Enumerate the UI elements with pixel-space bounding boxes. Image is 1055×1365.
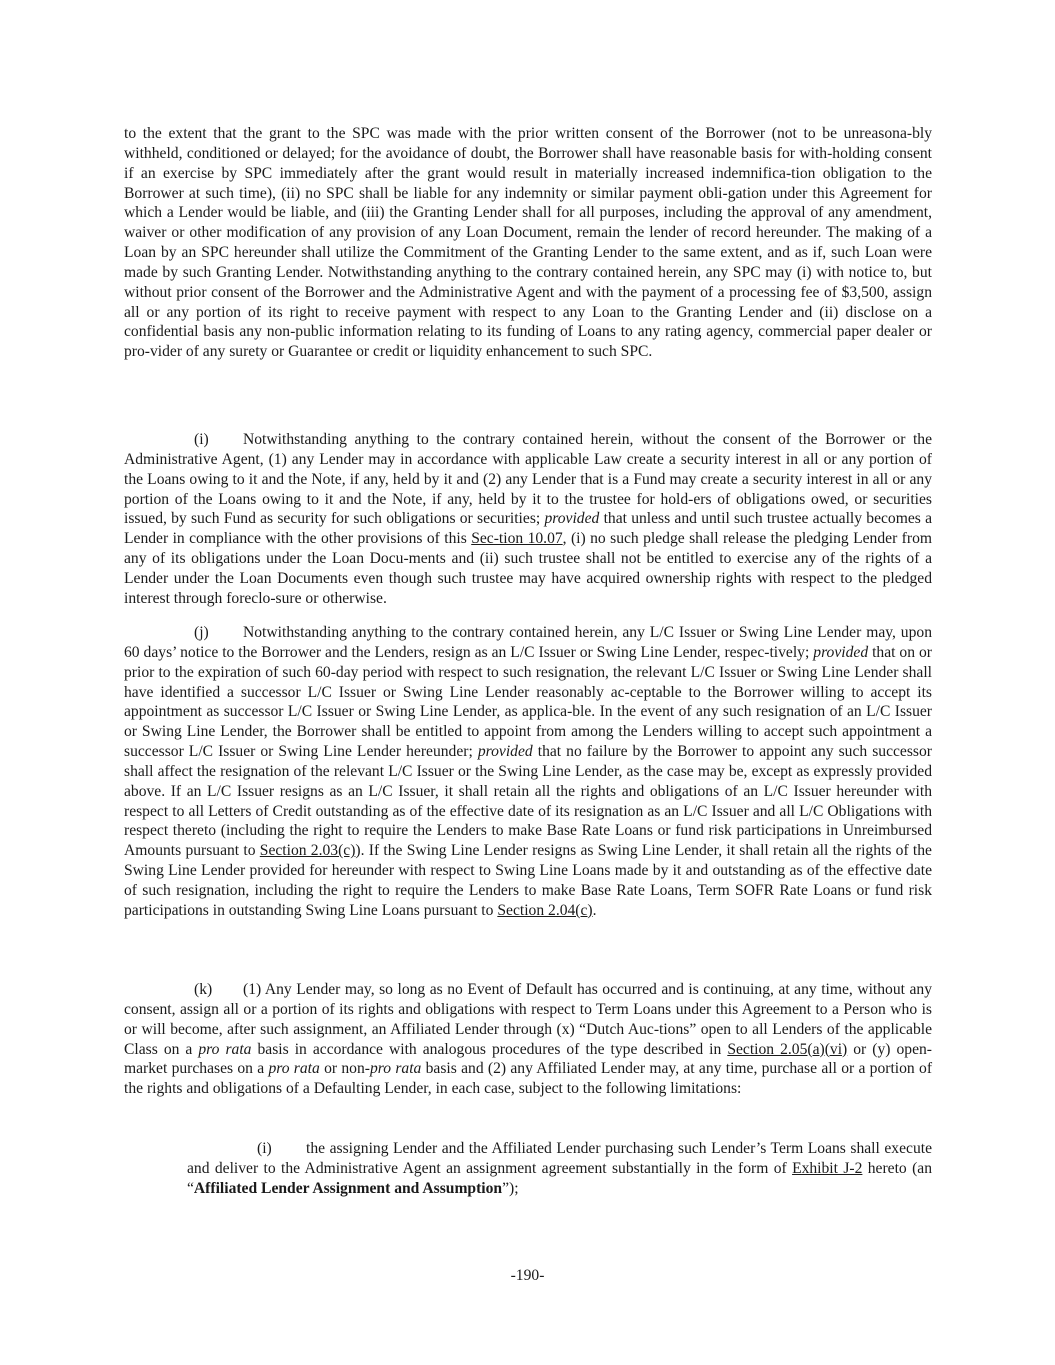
section-reference: Section 2.03(c) [259, 842, 356, 860]
italic-term: provided [813, 643, 869, 661]
paragraph-text: ”); [502, 1179, 519, 1197]
paragraph-label: (k) [194, 981, 213, 998]
italic-term: pro rata [198, 1040, 252, 1058]
paragraph-text: that unless and until such trustee actually becomes a Lender in compliance with the other provisions of this [124, 510, 932, 548]
paragraph-k [124, 980, 932, 1099]
section-reference: Sec-tion 10.07 [471, 530, 563, 548]
section-reference: Section 2.05(a)(vi) [727, 1040, 848, 1058]
section-reference: Section 2.04(c) [497, 901, 593, 919]
paragraph-continued [124, 124, 932, 362]
paragraph-text: the assigning Lender and the Affiliated Lender purchasing such Lender’s Term Loans shall execute and deliver to the Administrative Agent an assignment agreement substantially in the form of [187, 1140, 932, 1177]
italic-term: provided [544, 510, 600, 528]
paragraph-label: (i) [257, 1140, 272, 1157]
paragraph-text: basis and (2) any Affiliated Lender may, at any time, purchase all or a portion of the rights and obligations of a Defaulting Lender, in each case, subject to the following limitations: [124, 1060, 933, 1098]
subparagraph-k-i [187, 1139, 932, 1199]
paragraph-text: that on or prior to the expiration of such 60-day period with respect to such resignation, the relevant L/C Issuer or Swing Line Lender shall have identified a successor L/C Issuer or Swing Line Lender reasonably ac-ceptable to the Borrower willing to accept its appointment as successor L/C Issuer or Swing Line Lender, as applica-ble. In the event of any such resignation of an L/C Issuer or Swing Line Lender, the Borrower shall be entitled to appoint from among the Lenders willing to accept such appointment a successor L/C Issuer or Swing Line Lender hereunder; [124, 643, 932, 761]
paragraph-text: or (y) open-market purchases on a [124, 1040, 932, 1078]
italic-term: pro rata [369, 1060, 422, 1078]
paragraph-text: . [592, 901, 597, 919]
paragraph-i [124, 430, 932, 609]
paragraph-text: (1) Any Lender may, so long as no Event of Default has occurred and is continuing, at any time, without any consent, assign all or a portion of its rights and obligations with respect to Term Loans under this Agreement to a Person who is or will become, after such assignment, an Affiliated Lender through (x) “Dutch Auc-tions” open to all Lenders of the applicable Class on a [124, 981, 932, 1058]
paragraph-j [124, 623, 932, 921]
paragraph-label: (i) [194, 431, 209, 448]
paragraph-text: Notwithstanding anything to the contrary contained herein, any L/C Issuer or Swing Line Lender may, upon 60 days’ notice to the Borrower and the Lenders, resign as an L/C Issuer or Swing Line Lender, respec-tively; [124, 624, 932, 661]
paragraph-text: or non- [319, 1060, 370, 1078]
exhibit-reference: Exhibit J-2 [792, 1159, 863, 1177]
paragraph-text: ). If the Swing Line Lender resigns as Swing Line Lender, it shall retain all the rights of the Swing Line Lender provided for hereunder with respect to Swing Line Loans made by it and outstanding as of the effective date of such resignation, including the right to require the Lenders to make Base Rate Loans, Term SOFR Rate Loans or fund risk participations in outstanding Swing Line Loans pursuant to [124, 842, 932, 919]
paragraph-text: basis in accordance with analogous procedures of the type described in [251, 1040, 728, 1058]
paragraph-text: , (i) no such pledge shall release the pledging Lender from any of its obligations under the Loan Docu-ments and (ii) such trustee shall not be entitled to exercise any of the rights of a Lender under the Loan Documents even though such trustee may have acquired ownership rights with respect to the pledged interest through foreclo-sure or otherwise. [124, 530, 932, 607]
paragraph-label: (j) [194, 624, 209, 641]
paragraph-text: that no failure by the Borrower to appoint any such successor shall affect the resignation of the relevant L/C Issuer or the Swing Line Lender, as the case may be, except as expressly provided above. If an L/C Issuer resigns as an L/C Issuer, it shall retain all the rights and obligations of an L/C Issuer hereunder with respect to all Letters of Credit outstanding as of the effective date of its resignation as an L/C Issuer and all L/C Obligations with respect thereto (including the right to require the Lenders to make Base Rate Loans or fund risk participations in Unreimbursed Amounts pursuant to [124, 743, 932, 860]
paragraph-text: Notwithstanding anything to the contrary contained herein, without the consent of the Borrower or the Administrative Agent, (1) any Lender may in accordance with applicable Law create a security interest in all or any portion of the Loans owing to it and the Note, if any, held by it and (2) any Lender that is a Fund may create a security interest in all or any portion of the Loans owing to it and the Note, if any, held by it to the trustee for hold-ers of obligations owed, or securities issued, by such Fund as security for such obligations or securities; [124, 431, 932, 528]
italic-term: provided [477, 743, 533, 761]
defined-term: Affiliated Lender Assignment and Assumption [193, 1179, 503, 1197]
page-number: -190- [510, 1267, 545, 1284]
paragraph-text: hereto (an “ [187, 1159, 932, 1197]
italic-term: pro rata [268, 1060, 320, 1078]
paragraph-text: to the extent that the grant to the SPC was made with the prior written consent of the Borrower (not to be unreasona-bly withheld, conditioned or delayed; for the avoidance of doubt, the Borrower shall have reasonable basis for with-holding consent if an exercise by SPC immediately after the grant would result in materially increased indemnifica-tion obligation to the Borrower at such time), (ii) no SPC shall be liable for any indemnity or similar payment obli-gation under this Agreement for which a Lender would be liable, and (iii) the Granting Lender shall for all purposes, including the approval of any amendment, waiver or other modification of any provision of any Loan Document, remain the lender of record hereunder. The making of a Loan by an SPC hereunder shall utilize the Commitment of the Granting Lender to the same extent, and as if, such Loan were made by such Granting Lender. Notwithstanding anything to the contrary contained herein, any SPC may (i) with notice to, but without prior consent of the Borrower and the Administrative Agent and with the payment of a processing fee of $3,500, assign all or any portion of its right to receive payment with respect to any Loan to the Granting Lender and (ii) disclose on a confidential basis any non-public information relating to its funding of Loans to any rating agency, commercial paper dealer or pro-vider of any surety or Guarantee or credit or liquidity enhancement to such SPC. [124, 125, 932, 361]
